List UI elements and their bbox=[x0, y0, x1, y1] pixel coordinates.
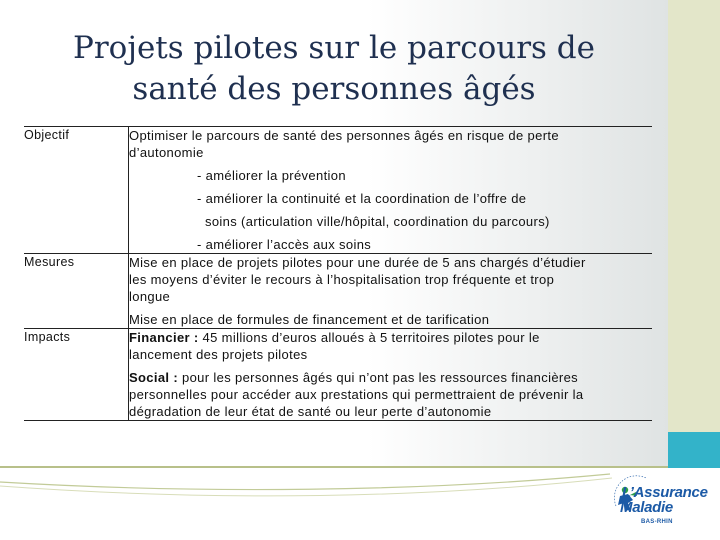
text-line: Optimiser le parcours de santé des personnes âgés en risque de perte bbox=[129, 128, 559, 143]
text-line: longue bbox=[129, 289, 171, 304]
bold-label-financier: Financier : bbox=[129, 330, 199, 345]
slide-title bbox=[0, 28, 668, 110]
title-line-2: santé des personnes âgés bbox=[132, 71, 536, 107]
row-label: Objectif bbox=[24, 128, 70, 142]
bullet-line: - améliorer la continuité et la coordination de l’offre de bbox=[197, 191, 527, 206]
text-line: Mise en place de formules de financement et de tarification bbox=[129, 312, 490, 327]
decorative-band-bottom bbox=[668, 432, 720, 468]
row-label: Impacts bbox=[24, 330, 71, 344]
text-line bbox=[129, 329, 652, 346]
bullet-line: - améliorer l’accès aux soins bbox=[197, 237, 372, 252]
text-line: personnelles pour accéder aux prestations qui permettraient de prévenir la bbox=[129, 387, 584, 402]
decorative-band-top bbox=[668, 0, 720, 432]
bullet-line: - améliorer la prévention bbox=[197, 168, 346, 183]
text-line: lancement des projets pilotes bbox=[129, 347, 308, 362]
text-line: dégradation de leur état de santé ou leur perte d’autonomie bbox=[129, 404, 492, 419]
table-row-objectif bbox=[24, 127, 652, 254]
logo-text-maladie: Maladie bbox=[620, 499, 673, 516]
row-content bbox=[129, 329, 653, 421]
content-table bbox=[24, 126, 652, 421]
bold-label-social: Social : bbox=[129, 370, 179, 385]
text-run: pour les personnes âgés qui n’ont pas les ressources financières bbox=[178, 370, 579, 385]
logo-text-assurance: L’Assurance bbox=[622, 484, 708, 501]
text-run: 45 millions d’euros alloués à 5 territoires pilotes pour le bbox=[198, 330, 540, 345]
row-label: Mesures bbox=[24, 255, 75, 269]
text-line: Mise en place de projets pilotes pour une durée de 5 ans chargés d’étudier bbox=[129, 255, 586, 270]
row-content bbox=[129, 127, 653, 254]
logo-text-region: BAS-RHIN bbox=[641, 519, 673, 525]
text-line: soins (articulation ville/hôpital, coordination du parcours) bbox=[205, 214, 550, 229]
row-content bbox=[129, 254, 653, 329]
text-line: les moyens d’éviter le recours à l’hospitalisation trop fréquente et trop bbox=[129, 272, 555, 287]
text-line: d’autonomie bbox=[129, 145, 204, 160]
title-line-1: Projets pilotes sur le parcours de bbox=[73, 30, 595, 66]
text-line bbox=[129, 369, 652, 386]
table-row-mesures bbox=[24, 254, 652, 329]
table-row-impacts bbox=[24, 329, 652, 421]
